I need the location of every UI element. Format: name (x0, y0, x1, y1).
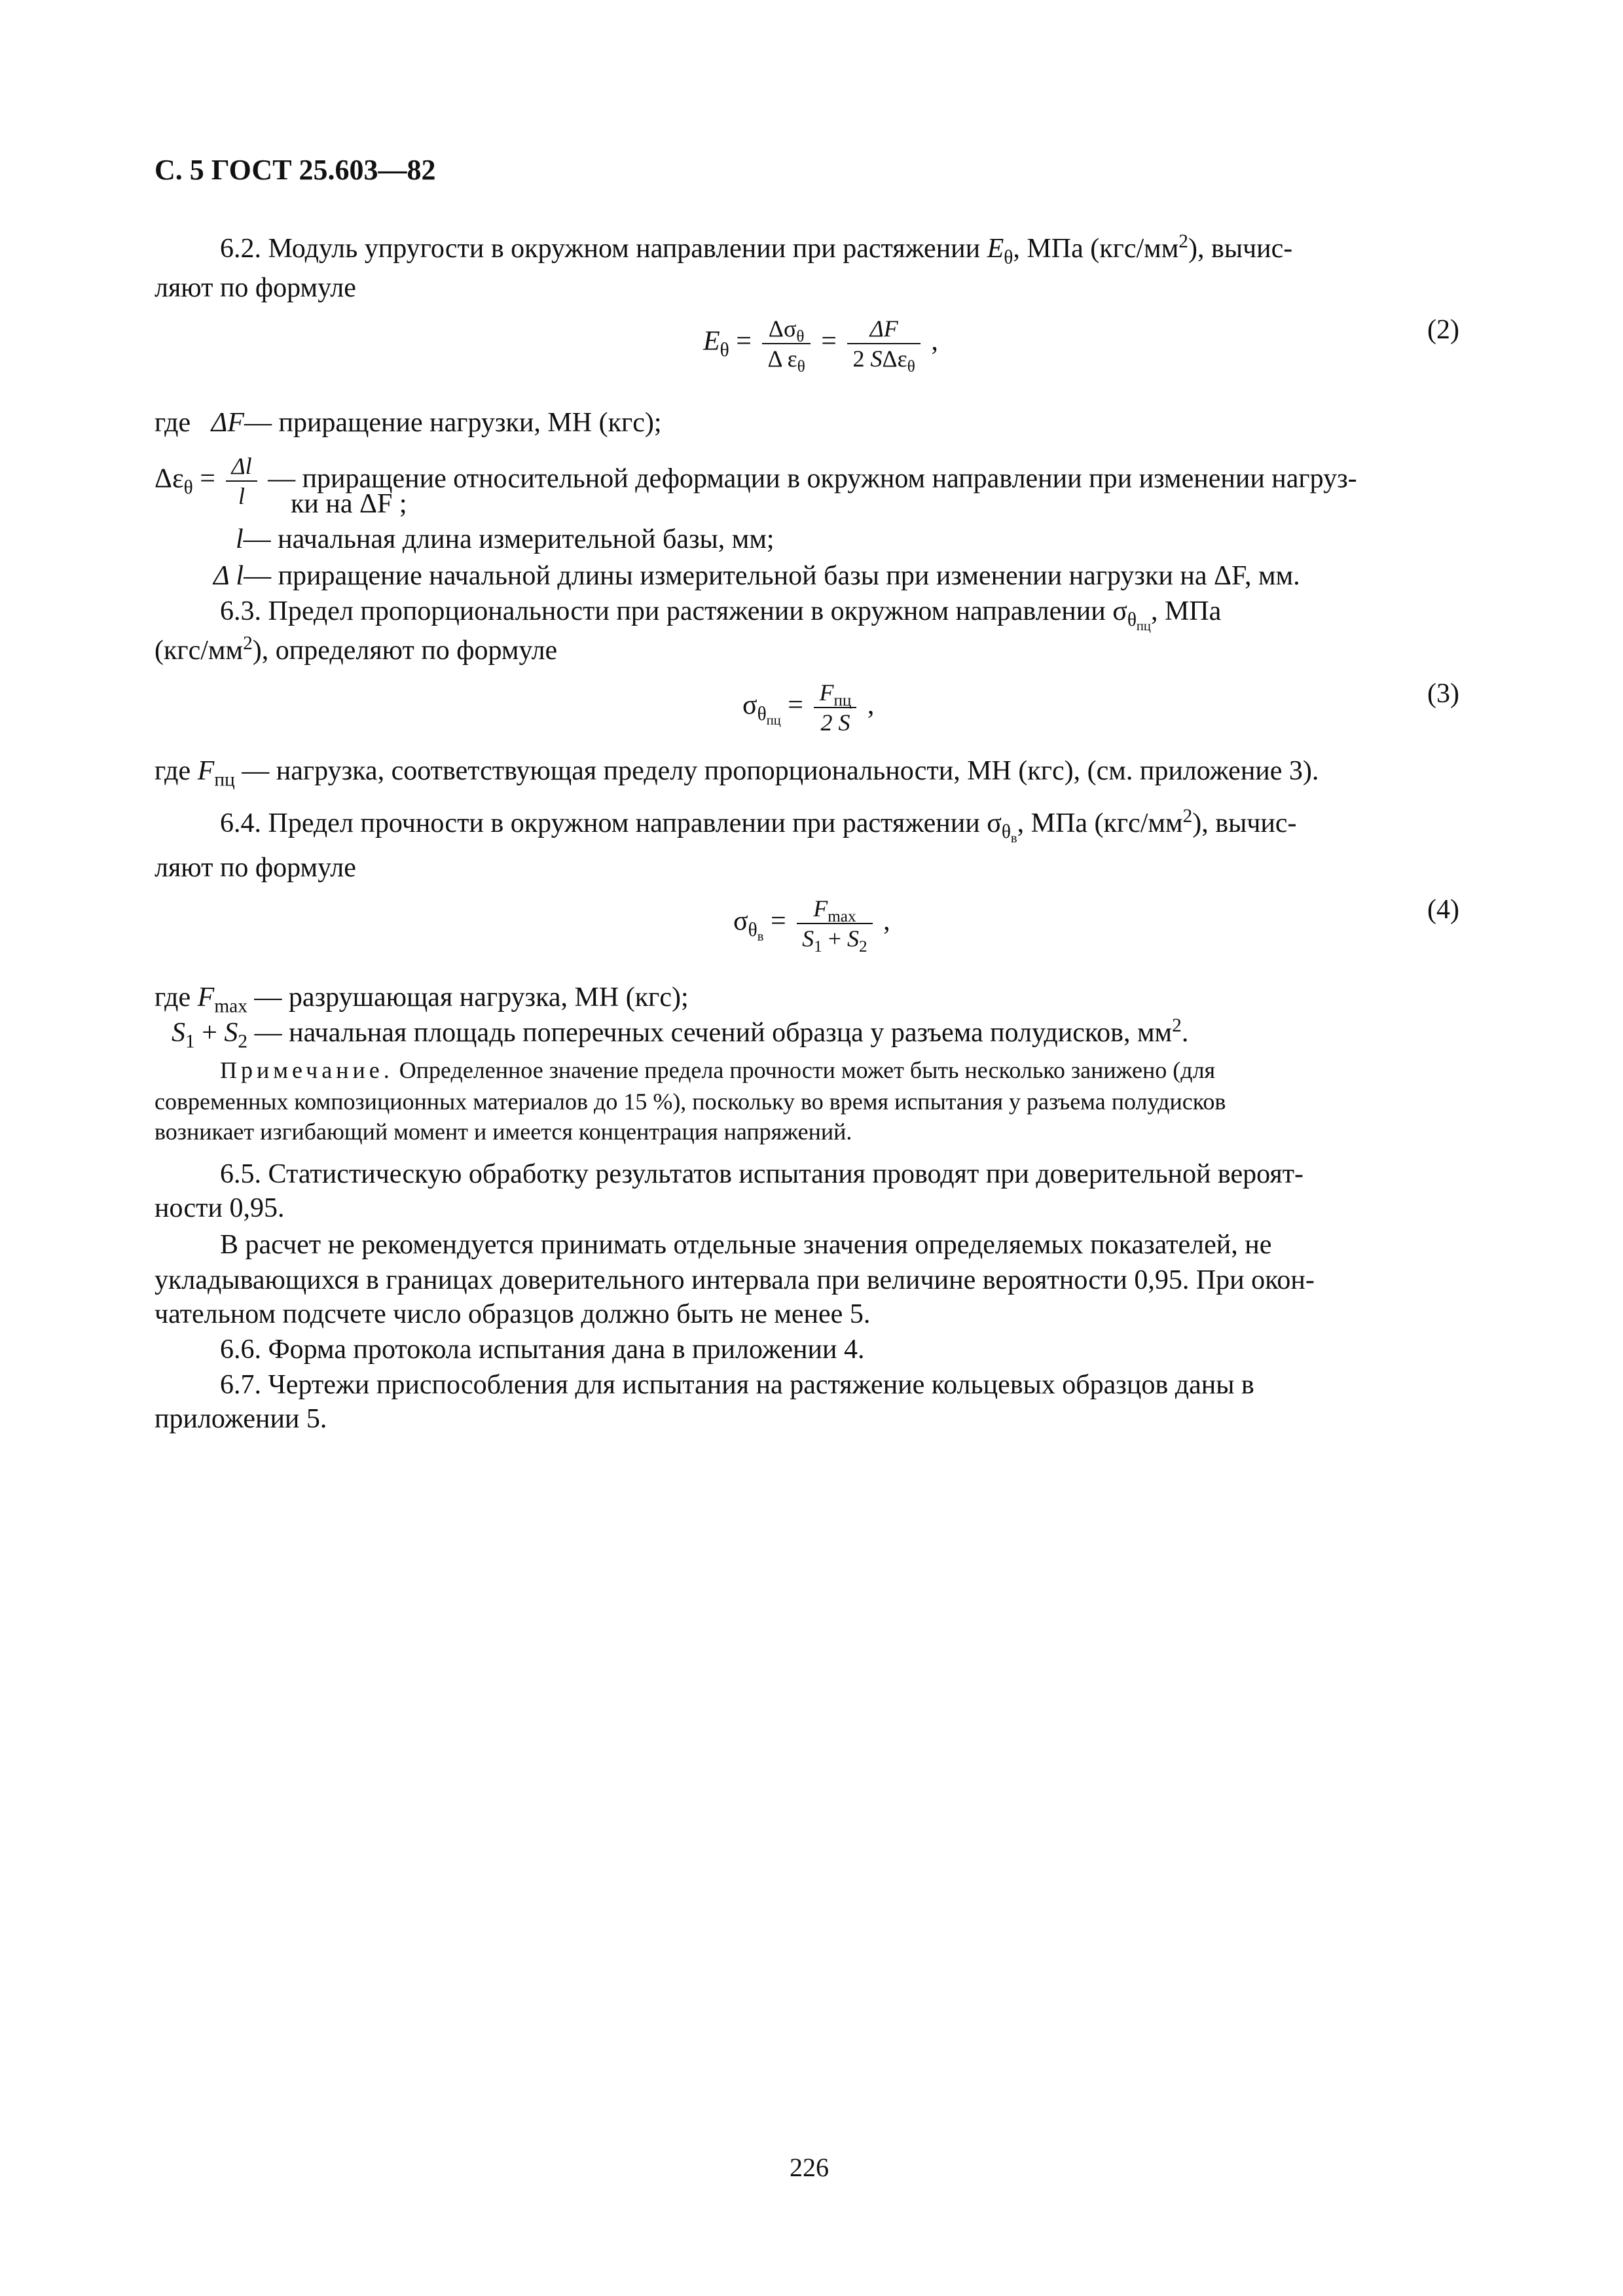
where-s1s2: $S_1 + S_2$ — начальная площадь поперечных сечений образца у разъема полудисков, $мм^2$. (172, 1015, 1189, 1052)
paragraph-6-5-line2: ности 0,95. (155, 1193, 285, 1223)
fraction-fmax-s1s2: $\frac{F_{max}}{S_1 + S_2}$ (797, 894, 873, 953)
where-deps: $\Delta\varepsilon_\theta$ = $\frac{\Delta l}{l}$ — приращение относительной деформации в окружном направлении при изменении нагруз- (155, 453, 1357, 509)
fraction-dsigma-deps: $\frac{\Delta\sigma_\theta}{\Delta \varepsilon_\theta}$ (762, 314, 810, 373)
equation-number-4: (4) (1427, 895, 1459, 925)
note-line-3: возникает изгибающий момент и имеется концентрация напряжений. (155, 1119, 852, 1145)
equation-2: $E_\theta$ = $\frac{\Delta\sigma_\theta}{\Delta \varepsilon_\theta}$ = $\frac{\Delta F}{2 S\Delta\varepsilon_\theta}$ , (703, 315, 938, 376)
equation-4: $\sigma_{\theta_в}$ = $\frac{F_{max}}{S_1 + S_2}$ , (733, 895, 890, 956)
paragraph-6-5: 6.5. Статистическую обработку результатов испытания проводят при доверительной вероят- (220, 1159, 1304, 1189)
equation-3: $\sigma_{\theta_{пц}}$ = $\frac{F_{пц}}{2 S}$ , (742, 679, 875, 736)
where-df: где ΔF— приращение нагрузки, МН (кгс); (155, 408, 662, 438)
equation-number-2: (2) (1427, 315, 1459, 345)
note-line-2: современных композиционных материалов до 15 %), поскольку во время испытания у разъема полудисков (155, 1088, 1226, 1115)
paragraph-6-7: 6.7. Чертежи приспособления для испытания на растяжение кольцевых образцов даны в (220, 1370, 1254, 1400)
equation-number-3: (3) (1427, 679, 1459, 709)
paragraph-6-2: 6.2. Модуль упругости в окружном направлении при растяжении $E_\theta$, МПа $(кгс/мм^2)$, вычис- (220, 231, 1293, 268)
paragraph-6-2-line2: ляют по формуле (155, 273, 356, 303)
page-number: 226 (790, 2153, 829, 2182)
where-dl: Δ l— приращение начальной длины измерительной базы при изменении нагрузки на ΔF, мм. (213, 561, 1300, 591)
e-theta-symbol: E (987, 234, 1004, 264)
paragraph-6-3-line2: $(кгс/мм^2)$, определяют по формуле (155, 633, 558, 666)
paragraph-6-5b-line2: укладывающихся в границах доверительного интервала при величине вероятности 0,95. При окон- (155, 1265, 1315, 1295)
paragraph-6-4: 6.4. Предел прочности в окружном направлении при растяжении $\sigma_{\theta_в}$, МПа $(кгс/мм^2)$, вычис- (220, 806, 1297, 846)
paragraph-6-7-line2: приложении 5. (155, 1404, 327, 1434)
where-fpc: где $F_{пц}$ — нагрузка, соответствующая пределу пропорциональности, МН (кгс), (см. приложение 3). (155, 756, 1319, 791)
paragraph-6-3: 6.3. Предел пропорциональности при растяжении в окружном направлении $\sigma_{\theta_{пц}}$, МПа (220, 596, 1222, 634)
where-l: l— начальная длина измерительной базы, мм; (236, 524, 775, 554)
fraction-fpc-2s: $\frac{F_{пц}}{2 S}$ (814, 678, 856, 737)
paragraph-6-6: 6.6. Форма протокола испытания дана в приложении 4. (220, 1335, 865, 1365)
paragraph-6-5b-line1: В расчет не рекомендуется принимать отдельные значения определяемых показателей, не (220, 1230, 1272, 1260)
fraction-df-2sdeps: $\frac{\Delta F}{2 S\Delta\varepsilon_\theta}$ (847, 314, 920, 373)
fraction-dl-l: $\frac{\Delta l}{l}$ (226, 452, 257, 511)
note-line-1: Примечание. Определенное значение предела прочности может быть несколько занижено (для (220, 1057, 1216, 1083)
p62-text: 6.2. Модуль упругости в окружном направлении при растяжении (220, 234, 981, 264)
where-fmax: где $F_{max}$ — разрушающая нагрузка, МН (кгс); (155, 982, 689, 1017)
paragraph-6-4-line2: ляют по формуле (155, 853, 356, 883)
paragraph-6-5b-line3: чательном подсчете число образцов должно быть не менее 5. (155, 1299, 871, 1329)
where-deps-line2: ки на ΔF ; (291, 489, 407, 519)
page-header: С. 5 ГОСТ 25.603—82 (155, 154, 436, 186)
